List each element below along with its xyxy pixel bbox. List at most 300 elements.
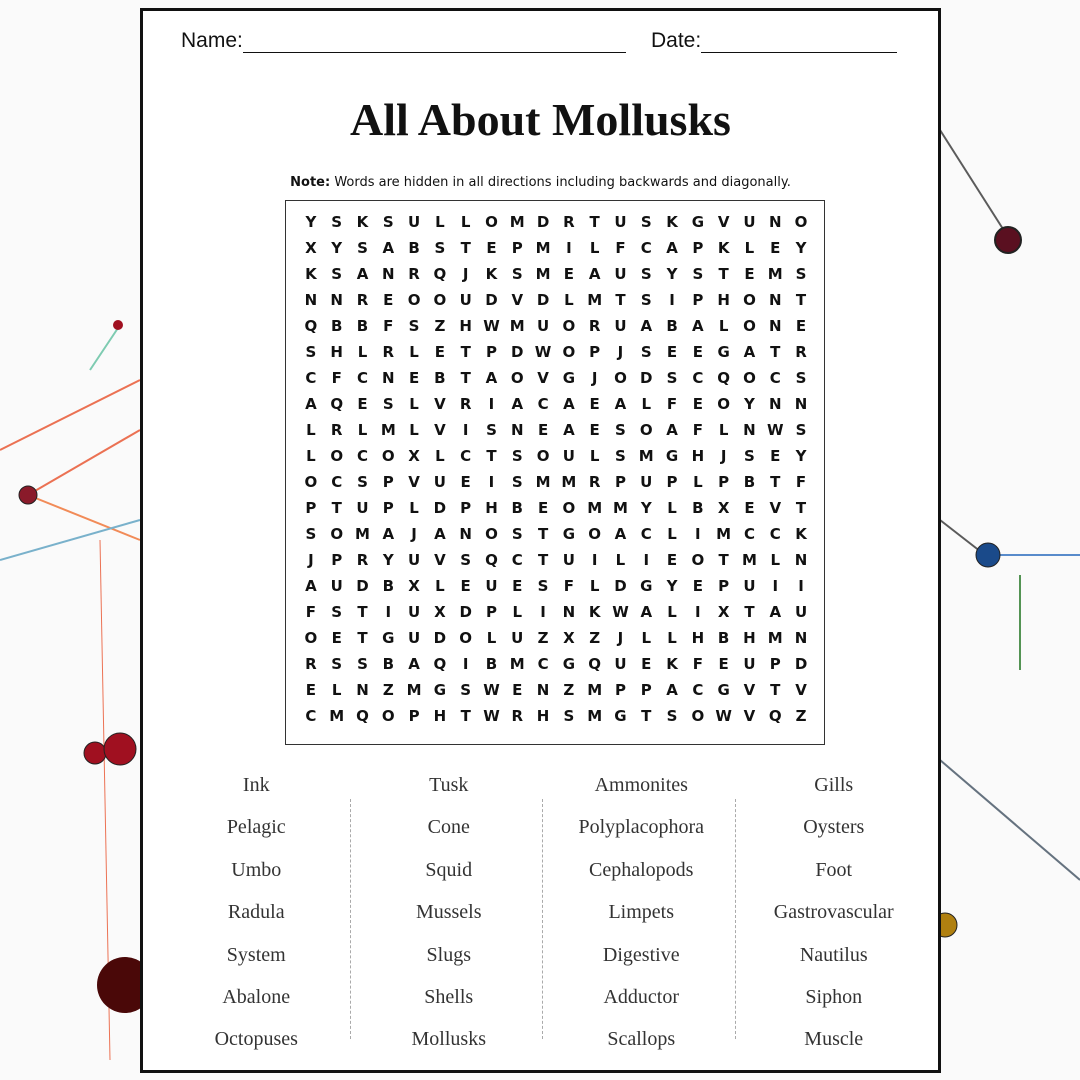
grid-letter[interactable]: R [795, 343, 807, 361]
grid-letter[interactable]: L [693, 473, 703, 491]
grid-letter[interactable]: E [589, 421, 600, 439]
grid-letter[interactable]: X [408, 577, 420, 595]
grid-letter[interactable]: Y [640, 499, 652, 517]
grid-letter[interactable]: L [589, 239, 600, 257]
grid-letter[interactable]: E [383, 291, 394, 309]
grid-letter[interactable]: O [743, 317, 756, 335]
grid-letter[interactable]: R [408, 265, 420, 283]
grid-letter[interactable]: J [617, 629, 624, 647]
grid-letter[interactable]: U [640, 473, 653, 491]
grid-letter[interactable]: O [639, 421, 653, 439]
grid-letter[interactable]: E [486, 239, 497, 257]
grid-letter[interactable]: E [770, 239, 781, 257]
grid-letter[interactable]: A [408, 655, 420, 673]
grid-letter[interactable]: W [483, 707, 500, 725]
grid-letter[interactable]: G [717, 681, 730, 699]
grid-letter[interactable]: C [743, 525, 755, 543]
grid-letter[interactable]: H [433, 707, 447, 725]
grid-letter[interactable]: O [510, 369, 524, 387]
grid-letter[interactable]: N [382, 369, 395, 387]
grid-letter[interactable]: E [537, 421, 549, 439]
grid-letter[interactable]: E [589, 395, 600, 413]
grid-letter[interactable]: A [356, 265, 369, 283]
grid-letter[interactable]: K [485, 265, 498, 283]
grid-letter[interactable]: H [330, 343, 343, 361]
grid-letter[interactable]: O [562, 317, 576, 335]
grid-letter[interactable]: W [534, 343, 552, 361]
grid-letter[interactable]: L [667, 499, 677, 517]
grid-letter[interactable]: S [331, 655, 343, 673]
grid-letter[interactable]: M [535, 265, 551, 283]
grid-letter[interactable]: J [462, 265, 469, 283]
grid-letter[interactable]: W [766, 421, 784, 439]
grid-letter[interactable]: E [305, 681, 317, 699]
grid-letter[interactable]: B [356, 317, 369, 335]
grid-letter[interactable]: A [614, 525, 627, 543]
grid-letter[interactable]: P [485, 603, 497, 621]
grid-letter[interactable]: A [563, 421, 575, 439]
grid-letter[interactable]: V [717, 213, 730, 231]
grid-letter[interactable]: T [770, 473, 781, 491]
grid-letter[interactable]: Q [717, 369, 731, 387]
grid-letter[interactable]: A [382, 525, 395, 543]
grid-letter[interactable]: T [486, 447, 497, 465]
grid-letter[interactable]: M [716, 525, 732, 543]
grid-letter[interactable]: W [483, 317, 500, 335]
grid-letter[interactable]: S [486, 421, 497, 439]
grid-letter[interactable]: E [512, 577, 523, 595]
grid-letter[interactable]: C [692, 369, 704, 387]
grid-letter[interactable]: S [692, 265, 704, 283]
grid-letter[interactable]: V [408, 473, 420, 491]
grid-letter[interactable]: V [795, 681, 807, 699]
grid-letter[interactable]: E [744, 499, 755, 517]
grid-letter[interactable]: G [562, 655, 576, 673]
grid-letter[interactable]: K [588, 603, 601, 621]
grid-letter[interactable]: T [460, 343, 471, 361]
grid-letter[interactable]: C [305, 707, 317, 725]
grid-letter[interactable]: T [460, 239, 471, 257]
grid-letter[interactable]: V [743, 681, 756, 699]
grid-letter[interactable]: Z [434, 317, 446, 335]
grid-letter[interactable]: L [357, 421, 368, 439]
grid-letter[interactable]: A [305, 577, 317, 595]
grid-letter[interactable]: O [743, 369, 756, 387]
grid-letter[interactable]: N [768, 213, 782, 231]
grid-letter[interactable]: H [485, 499, 498, 517]
grid-letter[interactable]: O [304, 629, 318, 647]
grid-letter[interactable]: E [692, 343, 703, 361]
grid-letter[interactable]: I [488, 395, 495, 413]
grid-letter[interactable]: P [692, 239, 704, 257]
grid-letter[interactable]: Y [666, 577, 678, 595]
grid-letter[interactable]: S [305, 343, 317, 361]
grid-letter[interactable]: Y [795, 447, 807, 465]
grid-letter[interactable]: D [433, 629, 447, 647]
grid-letter[interactable]: A [640, 603, 653, 621]
grid-letter[interactable]: O [691, 707, 705, 725]
grid-letter[interactable]: M [587, 681, 603, 699]
grid-letter[interactable]: M [561, 473, 577, 491]
grid-letter[interactable]: A [588, 265, 601, 283]
grid-letter[interactable]: A [743, 343, 756, 361]
grid-letter[interactable]: S [615, 421, 626, 439]
grid-letter[interactable]: I [695, 603, 701, 621]
grid-letter[interactable]: Q [433, 265, 447, 283]
grid-letter[interactable]: O [485, 213, 498, 231]
grid-letter[interactable]: T [460, 369, 471, 387]
grid-letter[interactable]: L [589, 577, 600, 595]
grid-letter[interactable]: J [617, 343, 624, 361]
grid-letter[interactable]: N [536, 681, 550, 699]
grid-letter[interactable]: U [459, 291, 472, 309]
grid-letter[interactable]: T [795, 291, 807, 309]
grid-letter[interactable]: G [614, 707, 627, 725]
grid-letter[interactable]: K [305, 265, 317, 283]
grid-letter[interactable]: S [434, 239, 446, 257]
grid-letter[interactable]: V [434, 395, 446, 413]
grid-letter[interactable]: R [459, 395, 472, 413]
grid-letter[interactable]: O [459, 629, 473, 647]
grid-letter[interactable]: H [459, 317, 472, 335]
grid-letter[interactable]: U [614, 317, 627, 335]
grid-letter[interactable]: J [591, 369, 598, 387]
grid-letter[interactable]: S [382, 213, 394, 231]
grid-letter[interactable]: S [640, 343, 652, 361]
grid-letter[interactable]: U [562, 551, 575, 569]
grid-letter[interactable]: O [381, 707, 395, 725]
grid-letter[interactable]: N [768, 395, 782, 413]
grid-letter[interactable]: U [562, 447, 575, 465]
grid-letter[interactable]: U [330, 577, 343, 595]
grid-letter[interactable]: L [409, 421, 419, 439]
grid-letter[interactable]: L [770, 551, 781, 569]
grid-letter[interactable]: C [537, 655, 549, 673]
grid-letter[interactable]: E [357, 395, 368, 413]
grid-letter[interactable]: P [408, 707, 420, 725]
grid-letter[interactable]: Z [589, 629, 601, 647]
grid-letter[interactable]: U [407, 629, 421, 647]
grid-letter[interactable]: F [615, 239, 626, 257]
grid-letter[interactable]: T [770, 343, 781, 361]
grid-letter[interactable]: T [460, 707, 471, 725]
grid-letter[interactable]: M [587, 499, 603, 517]
grid-letter[interactable]: E [537, 499, 549, 517]
grid-letter[interactable]: Y [331, 239, 343, 257]
grid-letter[interactable]: R [356, 551, 369, 569]
grid-letter[interactable]: P [614, 473, 626, 491]
grid-letter[interactable]: C [356, 369, 368, 387]
grid-letter[interactable]: Q [433, 655, 447, 673]
grid-letter[interactable]: T [744, 603, 755, 621]
grid-letter[interactable]: P [485, 343, 497, 361]
grid-letter[interactable]: E [641, 655, 652, 673]
grid-letter[interactable]: E [512, 681, 523, 699]
grid-letter[interactable]: T [795, 499, 807, 517]
grid-letter[interactable]: C [640, 525, 652, 543]
grid-letter[interactable]: T [615, 291, 626, 309]
grid-letter[interactable]: S [357, 239, 368, 257]
grid-letter[interactable]: S [357, 473, 368, 491]
grid-letter[interactable]: S [795, 369, 807, 387]
grid-letter[interactable]: C [537, 395, 549, 413]
grid-letter[interactable]: D [794, 655, 808, 673]
grid-letter[interactable]: L [435, 577, 445, 595]
grid-letter[interactable]: M [329, 707, 345, 725]
grid-letter[interactable]: F [305, 603, 317, 621]
grid-letter[interactable]: N [510, 421, 524, 439]
grid-letter[interactable]: G [562, 369, 576, 387]
grid-letter[interactable]: I [540, 603, 546, 621]
grid-letter[interactable]: M [638, 447, 654, 465]
grid-letter[interactable]: Z [537, 629, 549, 647]
grid-letter[interactable]: P [769, 655, 781, 673]
grid-letter[interactable]: S [563, 707, 575, 725]
grid-letter[interactable]: L [331, 681, 342, 699]
grid-letter[interactable]: S [460, 681, 472, 699]
grid-letter[interactable]: I [566, 239, 572, 257]
grid-letter[interactable]: U [511, 629, 524, 647]
grid-letter[interactable]: S [408, 317, 420, 335]
grid-letter[interactable]: X [305, 239, 317, 257]
grid-letter[interactable]: G [665, 447, 679, 465]
grid-letter[interactable]: L [744, 239, 755, 257]
grid-letter[interactable]: U [614, 265, 627, 283]
grid-letter[interactable]: S [357, 655, 368, 673]
grid-letter[interactable]: V [434, 421, 446, 439]
grid-letter[interactable]: C [305, 369, 317, 387]
grid-letter[interactable]: U [536, 317, 550, 335]
grid-letter[interactable]: P [589, 343, 601, 361]
grid-letter[interactable]: F [666, 395, 678, 413]
grid-letter[interactable]: C [331, 473, 343, 491]
grid-letter[interactable]: E [795, 317, 807, 335]
grid-letter[interactable]: L [512, 603, 523, 621]
grid-letter[interactable]: I [798, 577, 804, 595]
grid-letter[interactable]: Z [382, 681, 394, 699]
grid-letter[interactable]: S [511, 447, 523, 465]
grid-letter[interactable]: T [718, 551, 729, 569]
grid-letter[interactable]: E [666, 551, 678, 569]
grid-letter[interactable]: L [435, 447, 445, 465]
grid-letter[interactable]: P [331, 551, 343, 569]
grid-letter[interactable]: T [357, 629, 368, 647]
grid-letter[interactable]: N [356, 681, 369, 699]
grid-letter[interactable]: V [511, 291, 524, 309]
grid-letter[interactable]: E [666, 343, 678, 361]
grid-letter[interactable]: U [743, 655, 756, 673]
grid-letter[interactable]: N [768, 317, 782, 335]
grid-letter[interactable]: E [460, 473, 471, 491]
grid-letter[interactable]: U [407, 603, 421, 621]
grid-letter[interactable]: R [511, 707, 524, 725]
grid-letter[interactable]: P [718, 473, 730, 491]
grid-letter[interactable]: V [537, 369, 549, 387]
grid-letter[interactable]: O [485, 525, 498, 543]
grid-letter[interactable]: X [717, 499, 730, 517]
grid-letter[interactable]: G [640, 577, 653, 595]
grid-letter[interactable]: Y [305, 213, 317, 231]
grid-letter[interactable]: L [357, 343, 368, 361]
grid-letter[interactable]: I [772, 577, 779, 595]
grid-letter[interactable]: B [330, 317, 343, 335]
grid-letter[interactable]: S [511, 473, 523, 491]
grid-letter[interactable]: N [459, 525, 472, 543]
grid-letter[interactable]: U [614, 213, 627, 231]
grid-letter[interactable]: D [433, 499, 447, 517]
grid-letter[interactable]: L [641, 629, 652, 647]
grid-letter[interactable]: S [305, 525, 317, 543]
grid-letter[interactable]: L [409, 499, 419, 517]
grid-letter[interactable]: I [591, 551, 598, 569]
grid-letter[interactable]: P [382, 473, 394, 491]
grid-letter[interactable]: U [407, 551, 421, 569]
grid-letter[interactable]: L [667, 603, 677, 621]
grid-letter[interactable]: T [770, 681, 781, 699]
grid-letter[interactable]: Q [588, 655, 602, 673]
grid-letter[interactable]: O [562, 499, 576, 517]
grid-letter[interactable]: L [306, 421, 316, 439]
grid-letter[interactable]: Q [330, 395, 344, 413]
grid-letter[interactable]: F [692, 655, 703, 673]
grid-letter[interactable]: U [433, 473, 446, 491]
grid-letter[interactable]: M [612, 499, 628, 517]
grid-letter[interactable]: C [460, 447, 472, 465]
name-field[interactable] [181, 29, 626, 53]
grid-letter[interactable]: I [488, 473, 495, 491]
grid-letter[interactable]: D [536, 291, 550, 309]
grid-letter[interactable]: B [408, 239, 420, 257]
grid-letter[interactable]: A [305, 395, 317, 413]
grid-letter[interactable]: N [562, 603, 576, 621]
grid-letter[interactable]: B [485, 655, 498, 673]
grid-letter[interactable]: R [330, 421, 343, 439]
grid-letter[interactable]: U [356, 499, 369, 517]
grid-letter[interactable]: E [563, 265, 574, 283]
grid-letter[interactable]: D [640, 369, 653, 387]
grid-letter[interactable]: S [511, 265, 523, 283]
grid-letter[interactable]: O [433, 291, 447, 309]
grid-letter[interactable]: E [718, 655, 729, 673]
grid-letter[interactable]: O [562, 343, 576, 361]
grid-letter[interactable]: D [356, 577, 369, 595]
grid-letter[interactable]: C [511, 551, 523, 569]
grid-letter[interactable]: V [434, 551, 446, 569]
grid-letter[interactable]: B [382, 577, 394, 595]
grid-letter[interactable]: H [743, 629, 756, 647]
grid-letter[interactable]: Q [768, 707, 782, 725]
grid-letter[interactable]: Q [485, 551, 498, 569]
grid-letter[interactable]: M [767, 265, 783, 283]
grid-letter[interactable]: P [666, 473, 678, 491]
grid-letter[interactable]: Y [666, 265, 678, 283]
grid-letter[interactable]: D [511, 343, 524, 361]
grid-letter[interactable]: N [794, 551, 808, 569]
grid-letter[interactable]: X [408, 447, 420, 465]
grid-letter[interactable]: B [743, 473, 756, 491]
grid-letter[interactable]: F [383, 317, 394, 335]
grid-letter[interactable]: O [614, 369, 627, 387]
grid-letter[interactable]: O [304, 473, 318, 491]
grid-letter[interactable]: E [692, 577, 703, 595]
grid-letter[interactable]: A [692, 317, 704, 335]
grid-letter[interactable]: S [795, 265, 807, 283]
grid-letter[interactable]: S [460, 551, 472, 569]
grid-letter[interactable]: F [331, 369, 342, 387]
grid-letter[interactable]: O [588, 525, 602, 543]
grid-letter[interactable]: R [588, 473, 601, 491]
grid-letter[interactable]: P [692, 291, 704, 309]
grid-letter[interactable]: S [331, 213, 343, 231]
grid-letter[interactable]: E [408, 369, 420, 387]
grid-letter[interactable]: I [462, 421, 469, 439]
grid-letter[interactable]: S [331, 265, 343, 283]
grid-letter[interactable]: P [640, 681, 652, 699]
grid-letter[interactable]: I [462, 655, 469, 673]
grid-letter[interactable]: P [614, 681, 626, 699]
grid-letter[interactable]: U [614, 655, 627, 673]
grid-letter[interactable]: L [306, 447, 316, 465]
grid-letter[interactable]: L [409, 343, 419, 361]
grid-letter[interactable]: L [667, 525, 677, 543]
grid-letter[interactable]: C [692, 681, 704, 699]
grid-letter[interactable]: S [615, 447, 626, 465]
grid-letter[interactable]: M [355, 525, 370, 543]
grid-letter[interactable]: P [382, 499, 394, 517]
grid-letter[interactable]: N [382, 265, 395, 283]
grid-letter[interactable]: S [795, 421, 807, 439]
grid-letter[interactable]: X [434, 603, 446, 621]
grid-letter[interactable]: G [691, 213, 704, 231]
grid-letter[interactable]: D [485, 291, 498, 309]
grid-letter[interactable]: Y [382, 551, 394, 569]
grid-letter[interactable]: X [717, 603, 730, 621]
grid-letter[interactable]: D [536, 213, 550, 231]
grid-letter[interactable]: C [769, 369, 781, 387]
grid-letter[interactable]: C [356, 447, 368, 465]
grid-letter[interactable]: I [669, 291, 675, 309]
grid-letter[interactable]: N [304, 291, 318, 309]
grid-letter[interactable]: K [666, 655, 678, 673]
grid-letter[interactable]: G [717, 343, 730, 361]
grid-letter[interactable]: U [743, 577, 756, 595]
grid-letter[interactable]: O [330, 447, 344, 465]
grid-letter[interactable]: N [794, 629, 808, 647]
grid-letter[interactable]: F [563, 577, 574, 595]
grid-letter[interactable]: L [589, 447, 600, 465]
grid-letter[interactable]: S [331, 603, 343, 621]
grid-letter[interactable]: M [587, 707, 603, 725]
grid-letter[interactable]: B [434, 369, 446, 387]
grid-letter[interactable]: L [460, 213, 471, 231]
grid-letter[interactable]: V [769, 499, 782, 517]
grid-letter[interactable]: R [382, 343, 395, 361]
grid-letter[interactable]: C [640, 239, 652, 257]
grid-letter[interactable]: Y [795, 239, 807, 257]
grid-letter[interactable]: M [767, 629, 783, 647]
grid-letter[interactable]: E [770, 447, 781, 465]
grid-letter[interactable]: S [744, 447, 755, 465]
date-field[interactable] [651, 29, 897, 53]
grid-letter[interactable]: K [717, 239, 730, 257]
grid-letter[interactable]: I [695, 525, 701, 543]
grid-letter[interactable]: K [356, 213, 369, 231]
grid-letter[interactable]: W [715, 707, 732, 725]
grid-letter[interactable]: L [718, 421, 729, 439]
grid-letter[interactable]: O [330, 525, 344, 543]
grid-letter[interactable]: Z [795, 707, 807, 725]
grid-letter[interactable]: E [331, 629, 342, 647]
